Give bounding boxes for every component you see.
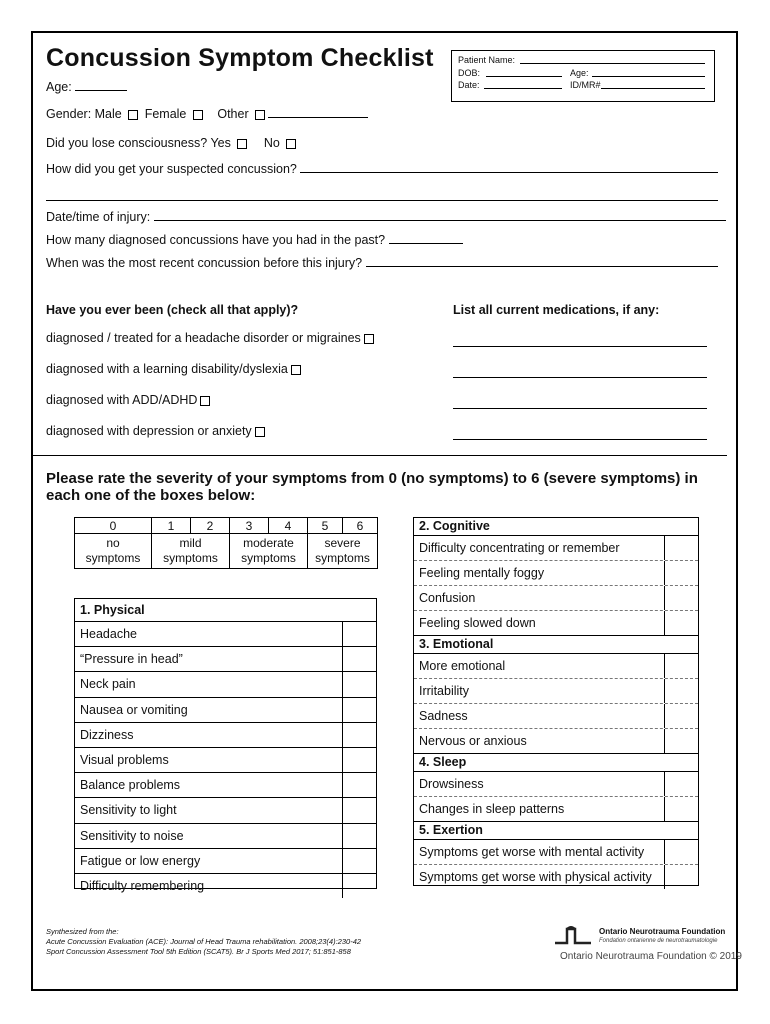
score-cell[interactable] (342, 849, 376, 873)
score-cell[interactable] (664, 797, 698, 821)
date-time-question (46, 210, 726, 224)
gender-male-label: Gender: Male (46, 107, 122, 121)
medication-line[interactable] (453, 427, 707, 445)
age-box-field[interactable] (592, 67, 705, 77)
symptom-row: Difficulty concentrating or remember (414, 536, 698, 561)
symptom-row: Sadness (414, 704, 698, 729)
how-many-label: How many diagnosed concussions have you had in the past? (46, 233, 386, 247)
male-checkbox[interactable] (128, 110, 138, 120)
medication-line[interactable] (453, 365, 707, 383)
history-item (46, 393, 213, 407)
most-recent-question (46, 256, 718, 270)
footer-line: Acute Concussion Evaluation (ACE): Journal of Head Trauma rehabilitation. 2008;23(4):230-42 (46, 937, 362, 946)
consciousness-yes-checkbox[interactable] (237, 139, 247, 149)
scale-number: 6 (343, 518, 378, 534)
history-heading: Have you ever been (check all that apply)? (46, 303, 299, 317)
gender-other-label: Other (217, 107, 249, 121)
score-cell[interactable] (342, 698, 376, 722)
footer-line: Sport Concussion Assessment Tool 5th Edition (SCAT5). Br J Sports Med 2017; 51:851-858 (46, 947, 351, 956)
score-cell[interactable] (342, 773, 376, 797)
org-french: Fondation ontarienne de neurotraumatologie (599, 938, 718, 944)
org-name: Ontario Neurotrauma Foundation (599, 927, 726, 936)
age-question (46, 80, 127, 94)
score-cell[interactable] (664, 772, 698, 796)
how-injury-label: How did you get your suspected concussion? (46, 162, 297, 176)
female-checkbox[interactable] (193, 110, 203, 120)
symptom-row: Difficulty remembering (75, 874, 376, 898)
symptom-row: Sensitivity to noise (75, 824, 376, 849)
symptom-row: Neck pain (75, 672, 376, 697)
exertion-heading: 5. Exertion (414, 821, 698, 840)
score-cell[interactable] (664, 536, 698, 560)
score-cell[interactable] (664, 729, 698, 753)
consciousness-no-label: No (263, 136, 280, 150)
symptom-row: Sensitivity to light (75, 798, 376, 823)
symptom-row: Symptoms get worse with mental activity (414, 840, 698, 865)
date-time-label: Date/time of injury: (46, 210, 151, 224)
patient-info-box (451, 50, 715, 102)
history-item-label: diagnosed with a learning disability/dyslexia (46, 362, 288, 376)
medication-line[interactable] (453, 396, 707, 414)
consciousness-no-checkbox[interactable] (286, 139, 296, 149)
consciousness-yes-label: Did you lose consciousness? Yes (46, 136, 231, 150)
rating-instruction: Please rate the severity of your symptoms from 0 (no symptoms) to 6 (severe symptoms) in each one of the boxes below: (46, 470, 698, 504)
onf-logo-icon (553, 923, 593, 947)
copyright: Ontario Neurotrauma Foundation © 2019 (560, 951, 742, 962)
score-cell[interactable] (664, 865, 698, 889)
scale-number: 2 (191, 518, 230, 534)
score-cell[interactable] (342, 672, 376, 696)
scale-number: 4 (269, 518, 308, 534)
score-cell[interactable] (664, 679, 698, 703)
symptom-row: Dizziness (75, 723, 376, 748)
symptom-row: Drowsiness (414, 772, 698, 797)
history-item (46, 362, 304, 376)
how-many-question (46, 233, 463, 247)
symptom-row: Feeling mentally foggy (414, 561, 698, 586)
score-cell[interactable] (664, 654, 698, 678)
symptom-row: Feeling slowed down (414, 611, 698, 635)
score-cell[interactable] (342, 622, 376, 646)
symptom-row: Nervous or anxious (414, 729, 698, 753)
scale-label: moderate symptoms (230, 534, 308, 569)
how-injury-question (46, 162, 718, 176)
symptom-row: More emotional (414, 654, 698, 679)
scale-label: no symptoms (75, 534, 152, 569)
scale-number: 0 (75, 518, 152, 534)
score-cell[interactable] (664, 561, 698, 585)
score-cell[interactable] (664, 840, 698, 864)
score-cell[interactable] (342, 798, 376, 822)
how-injury-field[interactable] (300, 163, 718, 173)
cognitive-emotional-box (413, 517, 699, 886)
score-cell[interactable] (342, 723, 376, 747)
score-cell[interactable] (342, 874, 376, 898)
score-cell[interactable] (342, 824, 376, 848)
scale-number: 1 (152, 518, 191, 534)
score-cell[interactable] (664, 586, 698, 610)
how-injury-field-line2[interactable] (46, 188, 718, 206)
how-many-field[interactable] (389, 234, 463, 244)
id-label: ID/MR# (570, 80, 601, 90)
score-cell[interactable] (664, 704, 698, 728)
score-cell[interactable] (664, 611, 698, 635)
date-time-field[interactable] (154, 211, 726, 221)
symptom-row: “Pressure in head” (75, 647, 376, 672)
age-field[interactable] (75, 81, 127, 91)
page-title: Concussion Symptom Checklist (46, 44, 434, 72)
dob-label: DOB: (458, 67, 481, 78)
other-checkbox[interactable] (255, 110, 265, 120)
history-item (46, 331, 377, 345)
symptom-row: Symptoms get worse with physical activity (414, 865, 698, 889)
most-recent-label: When was the most recent concussion before this injury? (46, 256, 363, 270)
scale-number: 3 (230, 518, 269, 534)
score-cell[interactable] (342, 748, 376, 772)
symptom-row: Visual problems (75, 748, 376, 773)
other-field[interactable] (268, 108, 368, 118)
section-divider (33, 455, 727, 456)
symptom-row: Changes in sleep patterns (414, 797, 698, 821)
id-field[interactable] (601, 79, 705, 89)
scale-label: mild symptoms (152, 534, 230, 569)
physical-heading: 1. Physical (75, 599, 376, 622)
scale-label: severe symptoms (308, 534, 378, 569)
gender-question (46, 107, 368, 121)
consciousness-question (46, 136, 299, 150)
physical-box (74, 598, 377, 893)
history-item (46, 424, 268, 438)
footer-line: Synthesized from the: (46, 927, 119, 936)
patient-name-field[interactable] (520, 54, 705, 64)
severity-scale (74, 517, 378, 569)
history-checkbox[interactable] (200, 396, 210, 406)
history-item-label: diagnosed with depression or anxiety (46, 424, 252, 438)
date-label: Date: (458, 80, 480, 90)
history-item-label: diagnosed / treated for a headache disorder or migraines (46, 331, 361, 345)
date-field[interactable] (484, 79, 562, 89)
sleep-heading: 4. Sleep (414, 753, 698, 772)
history-checkbox[interactable] (291, 365, 301, 375)
scale-number: 5 (308, 518, 343, 534)
emotional-heading: 3. Emotional (414, 635, 698, 654)
medications-heading: List all current medications, if any: (453, 303, 660, 317)
history-checkbox[interactable] (364, 334, 374, 344)
symptom-row: Confusion (414, 586, 698, 611)
symptom-row: Nausea or vomiting (75, 698, 376, 723)
history-checkbox[interactable] (255, 427, 265, 437)
age-label: Age: (46, 80, 72, 94)
score-cell[interactable] (342, 647, 376, 671)
symptom-row: Fatigue or low energy (75, 849, 376, 874)
gender-female-label: Female (144, 107, 187, 121)
symptom-row: Headache (75, 622, 376, 647)
footer-citations (46, 927, 361, 957)
dob-field[interactable] (486, 67, 562, 77)
cognitive-heading: 2. Cognitive (414, 518, 698, 536)
symptom-row: Irritability (414, 679, 698, 704)
age-box-label: Age: (570, 67, 589, 78)
history-item-label: diagnosed with ADD/ADHD (46, 393, 198, 407)
medication-line[interactable] (453, 334, 707, 352)
most-recent-field[interactable] (366, 257, 718, 267)
patient-name-label: Patient Name: (458, 55, 516, 65)
symptom-row: Balance problems (75, 773, 376, 798)
